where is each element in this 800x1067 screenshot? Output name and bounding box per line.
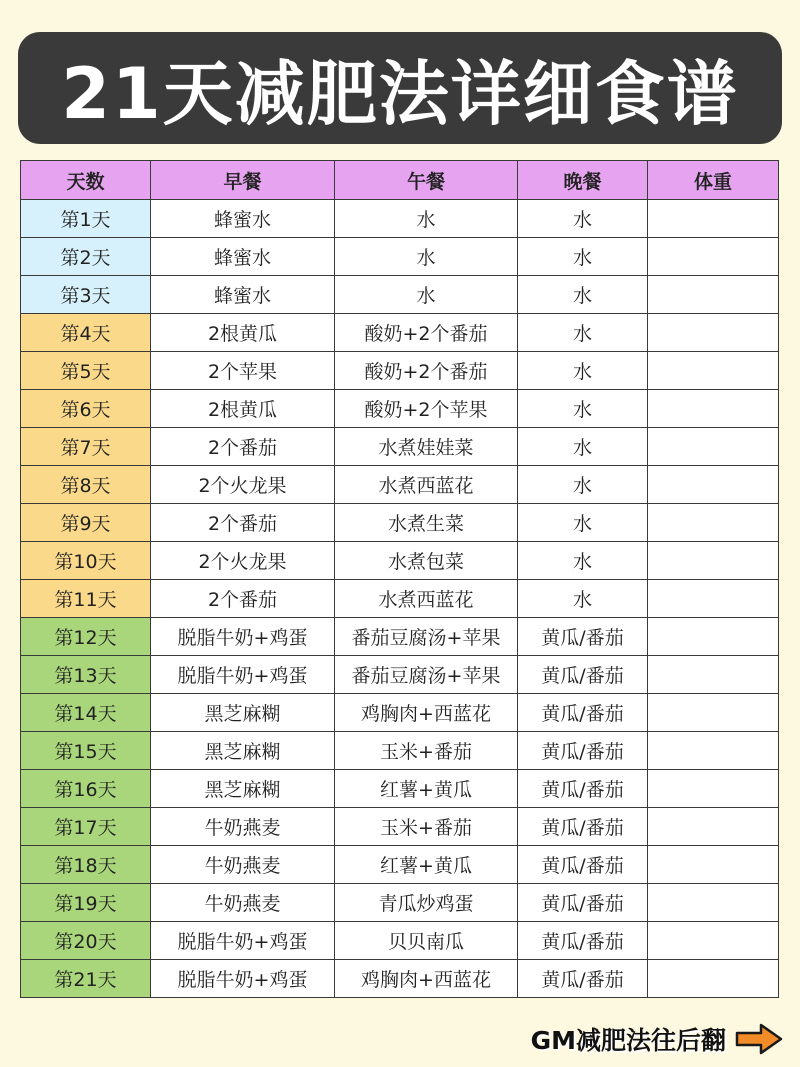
dinner-cell: 黄瓜/番茄 bbox=[518, 960, 648, 998]
lunch-cell: 玉米+番茄 bbox=[335, 808, 518, 846]
lunch-cell: 青瓜炒鸡蛋 bbox=[335, 884, 518, 922]
title-banner bbox=[18, 32, 782, 144]
day-cell: 第21天 bbox=[21, 960, 151, 998]
weight-cell bbox=[648, 922, 779, 960]
lunch-cell: 水煮生菜 bbox=[335, 504, 518, 542]
breakfast-cell: 2个番茄 bbox=[151, 428, 335, 466]
table-row bbox=[21, 770, 779, 808]
dinner-cell: 黄瓜/番茄 bbox=[518, 694, 648, 732]
breakfast-cell: 2个番茄 bbox=[151, 504, 335, 542]
table-row bbox=[21, 884, 779, 922]
day-cell: 第7天 bbox=[21, 428, 151, 466]
dinner-cell: 黄瓜/番茄 bbox=[518, 656, 648, 694]
table-row bbox=[21, 352, 779, 390]
table-row bbox=[21, 960, 779, 998]
day-cell: 第2天 bbox=[21, 238, 151, 276]
weight-cell bbox=[648, 808, 779, 846]
breakfast-cell: 黑芝麻糊 bbox=[151, 694, 335, 732]
weight-cell bbox=[648, 846, 779, 884]
dinner-cell: 水 bbox=[518, 504, 648, 542]
weight-cell bbox=[648, 656, 779, 694]
breakfast-cell: 2个火龙果 bbox=[151, 466, 335, 504]
day-cell: 第10天 bbox=[21, 542, 151, 580]
breakfast-cell: 2个苹果 bbox=[151, 352, 335, 390]
table-row bbox=[21, 580, 779, 618]
weight-cell bbox=[648, 390, 779, 428]
breakfast-cell: 2个番茄 bbox=[151, 580, 335, 618]
lunch-cell: 番茄豆腐汤+苹果 bbox=[335, 618, 518, 656]
day-cell: 第18天 bbox=[21, 846, 151, 884]
lunch-cell: 水 bbox=[335, 238, 518, 276]
lunch-cell: 水煮包菜 bbox=[335, 542, 518, 580]
dinner-cell: 黄瓜/番茄 bbox=[518, 770, 648, 808]
weight-cell bbox=[648, 542, 779, 580]
breakfast-cell: 蜂蜜水 bbox=[151, 200, 335, 238]
table-row bbox=[21, 428, 779, 466]
table-row bbox=[21, 276, 779, 314]
breakfast-cell: 2个火龙果 bbox=[151, 542, 335, 580]
table-row bbox=[21, 200, 779, 238]
dinner-cell: 黄瓜/番茄 bbox=[518, 922, 648, 960]
breakfast-cell: 牛奶燕麦 bbox=[151, 846, 335, 884]
table-row bbox=[21, 390, 779, 428]
breakfast-cell: 牛奶燕麦 bbox=[151, 884, 335, 922]
day-cell: 第13天 bbox=[21, 656, 151, 694]
weight-cell bbox=[648, 884, 779, 922]
weight-cell bbox=[648, 276, 779, 314]
table-header-row bbox=[21, 161, 779, 200]
table-row bbox=[21, 922, 779, 960]
breakfast-cell: 2根黄瓜 bbox=[151, 314, 335, 352]
table-row bbox=[21, 694, 779, 732]
breakfast-cell: 黑芝麻糊 bbox=[151, 732, 335, 770]
day-cell: 第12天 bbox=[21, 618, 151, 656]
weight-cell bbox=[648, 504, 779, 542]
day-cell: 第11天 bbox=[21, 580, 151, 618]
day-cell: 第15天 bbox=[21, 732, 151, 770]
weight-cell bbox=[648, 466, 779, 504]
table-row bbox=[21, 238, 779, 276]
day-cell: 第9天 bbox=[21, 504, 151, 542]
footer-text: GM减肥法往后翻 bbox=[530, 1026, 726, 1055]
table-row bbox=[21, 314, 779, 352]
dinner-cell: 黄瓜/番茄 bbox=[518, 808, 648, 846]
weight-cell bbox=[648, 352, 779, 390]
table-row bbox=[21, 846, 779, 884]
breakfast-cell: 脱脂牛奶+鸡蛋 bbox=[151, 960, 335, 998]
arrow-right-icon bbox=[734, 1022, 784, 1056]
dinner-cell: 黄瓜/番茄 bbox=[518, 846, 648, 884]
breakfast-cell: 牛奶燕麦 bbox=[151, 808, 335, 846]
dinner-cell: 水 bbox=[518, 200, 648, 238]
header-weight: 体重 bbox=[648, 161, 779, 200]
lunch-cell: 水煮西蓝花 bbox=[335, 580, 518, 618]
dinner-cell: 水 bbox=[518, 390, 648, 428]
table-row bbox=[21, 618, 779, 656]
header-lunch: 午餐 bbox=[335, 161, 518, 200]
lunch-cell: 玉米+番茄 bbox=[335, 732, 518, 770]
lunch-cell: 酸奶+2个番茄 bbox=[335, 352, 518, 390]
header-breakfast: 早餐 bbox=[151, 161, 335, 200]
weight-cell bbox=[648, 618, 779, 656]
header-dinner: 晚餐 bbox=[518, 161, 648, 200]
lunch-cell: 酸奶+2个番茄 bbox=[335, 314, 518, 352]
weight-cell bbox=[648, 732, 779, 770]
dinner-cell: 水 bbox=[518, 428, 648, 466]
diet-table bbox=[20, 160, 779, 998]
table-row bbox=[21, 732, 779, 770]
dinner-cell: 黄瓜/番茄 bbox=[518, 732, 648, 770]
weight-cell bbox=[648, 770, 779, 808]
dinner-cell: 水 bbox=[518, 580, 648, 618]
table-body bbox=[21, 200, 779, 998]
lunch-cell: 鸡胸肉+西蓝花 bbox=[335, 960, 518, 998]
breakfast-cell: 黑芝麻糊 bbox=[151, 770, 335, 808]
table-row bbox=[21, 504, 779, 542]
lunch-cell: 番茄豆腐汤+苹果 bbox=[335, 656, 518, 694]
day-cell: 第6天 bbox=[21, 390, 151, 428]
breakfast-cell: 2根黄瓜 bbox=[151, 390, 335, 428]
lunch-cell: 红薯+黄瓜 bbox=[335, 770, 518, 808]
table-row bbox=[21, 808, 779, 846]
weight-cell bbox=[648, 314, 779, 352]
weight-cell bbox=[648, 960, 779, 998]
table-row bbox=[21, 542, 779, 580]
lunch-cell: 水煮娃娃菜 bbox=[335, 428, 518, 466]
day-cell: 第1天 bbox=[21, 200, 151, 238]
lunch-cell: 红薯+黄瓜 bbox=[335, 846, 518, 884]
weight-cell bbox=[648, 238, 779, 276]
lunch-cell: 酸奶+2个苹果 bbox=[335, 390, 518, 428]
header-day: 天数 bbox=[21, 161, 151, 200]
weight-cell bbox=[648, 200, 779, 238]
dinner-cell: 水 bbox=[518, 276, 648, 314]
lunch-cell: 水 bbox=[335, 200, 518, 238]
day-cell: 第14天 bbox=[21, 694, 151, 732]
dinner-cell: 黄瓜/番茄 bbox=[518, 618, 648, 656]
table-row bbox=[21, 656, 779, 694]
lunch-cell: 水煮西蓝花 bbox=[335, 466, 518, 504]
lunch-cell: 贝贝南瓜 bbox=[335, 922, 518, 960]
day-cell: 第20天 bbox=[21, 922, 151, 960]
breakfast-cell: 蜂蜜水 bbox=[151, 238, 335, 276]
dinner-cell: 水 bbox=[518, 314, 648, 352]
day-cell: 第5天 bbox=[21, 352, 151, 390]
dinner-cell: 水 bbox=[518, 352, 648, 390]
weight-cell bbox=[648, 580, 779, 618]
dinner-cell: 水 bbox=[518, 238, 648, 276]
lunch-cell: 水 bbox=[335, 276, 518, 314]
dinner-cell: 水 bbox=[518, 542, 648, 580]
breakfast-cell: 脱脂牛奶+鸡蛋 bbox=[151, 656, 335, 694]
page-title: 21天减肥法详细食谱 bbox=[61, 52, 739, 135]
footer-hint bbox=[531, 1019, 784, 1059]
breakfast-cell: 脱脂牛奶+鸡蛋 bbox=[151, 922, 335, 960]
weight-cell bbox=[648, 428, 779, 466]
breakfast-cell: 蜂蜜水 bbox=[151, 276, 335, 314]
dinner-cell: 黄瓜/番茄 bbox=[518, 884, 648, 922]
dinner-cell: 水 bbox=[518, 466, 648, 504]
breakfast-cell: 脱脂牛奶+鸡蛋 bbox=[151, 618, 335, 656]
day-cell: 第19天 bbox=[21, 884, 151, 922]
lunch-cell: 鸡胸肉+西蓝花 bbox=[335, 694, 518, 732]
weight-cell bbox=[648, 694, 779, 732]
day-cell: 第8天 bbox=[21, 466, 151, 504]
day-cell: 第4天 bbox=[21, 314, 151, 352]
table-row bbox=[21, 466, 779, 504]
day-cell: 第3天 bbox=[21, 276, 151, 314]
day-cell: 第17天 bbox=[21, 808, 151, 846]
day-cell: 第16天 bbox=[21, 770, 151, 808]
